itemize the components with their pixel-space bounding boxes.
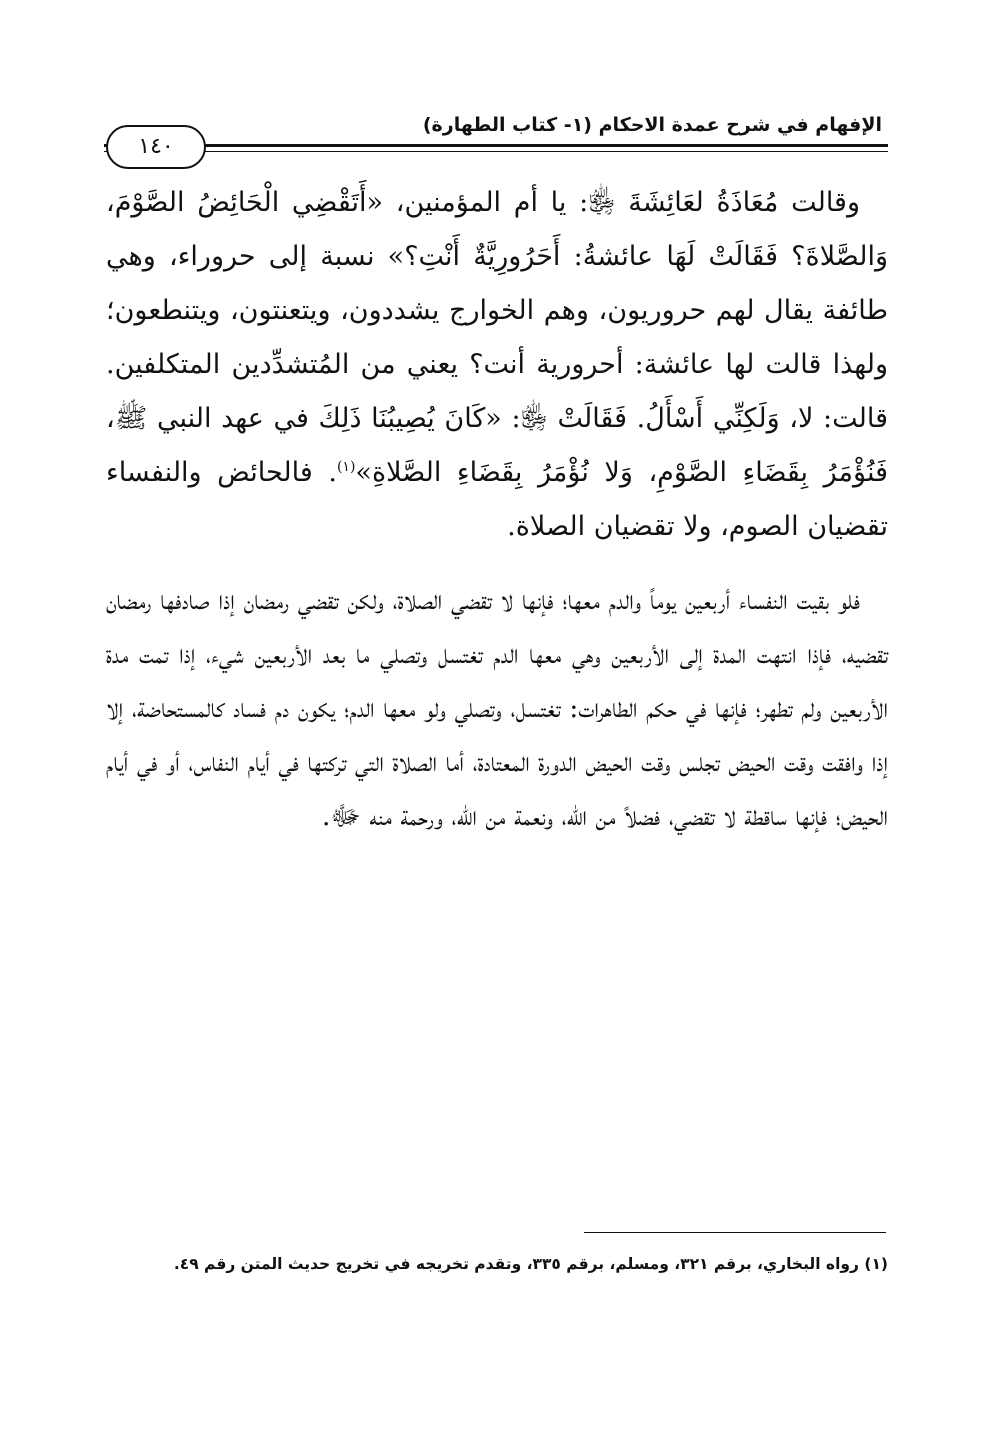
header-rule-thick: [104, 144, 888, 147]
paragraph: فلو بقيت النفساء أربعين يوماً والدم معها؛ فإنها لا تقضي الصلاة، ولكن تقضي رمضان إذا صادفها رمضان تقضيه، فإذا انتهت المدة إلى الأربعين وهي معها الدم تغتسل وتصلي ما بعد الأربعين شيء، إذا تمت مدة الأربعين ولم تطهر؛ فإنها في حكم الطاهرات: تغتسل، وتصلي ولو معها الدم؛ يكون دم فساد كالمستحاضة، إلا إذا وافقت وقت الحيض تجلس وقت الحيض الدورة المعتادة، أما الصلاة التي تركتها في أيام النفاس، أو في أيام الحيض؛ فإنها ساقطة لا تقضي، فضلاً من الله، ونعمة من الله، ورحمة منه ﷻ.: [106, 585, 888, 832]
page-header: [104, 104, 888, 168]
page-number-badge: ١٤٠: [106, 125, 206, 169]
header-rule-thin: [104, 151, 888, 152]
footnote: (١) رواه البخاري، برقم ٣٢١، ومسلم، برقم ٣٣٥، وتقدم تخريجه في تخريج حديث المتن رقم ٤٩.: [173, 1255, 888, 1273]
paragraph-text-continuation: . فالحائض والنفساء تقضيان الصوم، ولا تقضيان الصلاة.: [106, 457, 888, 542]
running-header-title: الإفهام في شرح عمدة الاحكام (١- كتاب الطهارة): [422, 114, 882, 136]
main-text: [106, 176, 888, 844]
footnote-separator: [584, 1232, 886, 1233]
paragraph-text: وقالت مُعَاذَةُ لعَائِشَةَ ﵂: يا أم المؤمنين، «أَتَقْضِي الْحَائِضُ الصَّوْمَ، وَالصَّلاةَ؟ فَقَالَتْ لَهَا عائشةُ: أَحَرُورِيَّةٌ أَنْتِ؟» نسبة إلى حروراء، وهي طائفة يقال لهم حروريون، وهم الخوارج يشددون، ويتعنتون، ويتنطعون؛ ولهذا قالت لها عائشة: أحرورية أنت؟ يعني من المُتشدِّدين المتكلفين. قالت: لا، وَلَكِنِّي أَسْأَلُ. فَقَالَتْ ﵂: «كَانَ يُصِيبُنَا ذَلِكَ في عهد النبي ﷺ، فَنُؤْمَرُ بِقَضَاءِ الصَّوْمِ، وَلا نُؤْمَرُ بِقَضَاءِ الصَّلاةِ»: [106, 187, 889, 488]
paragraph: [106, 176, 888, 554]
footnote-reference-marker: (١): [336, 459, 356, 475]
